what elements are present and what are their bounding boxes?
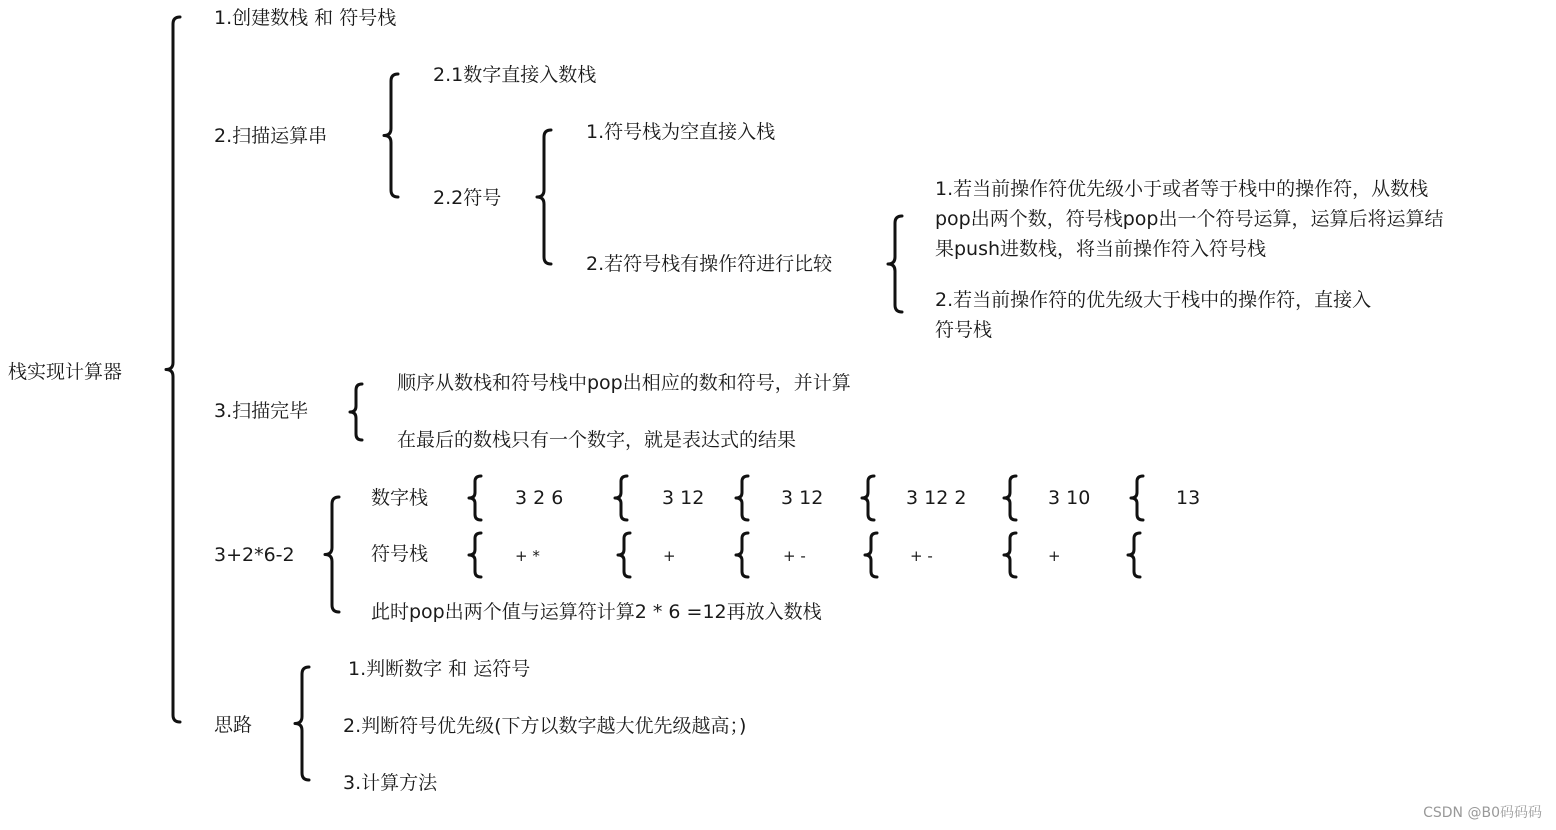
thought-1: 1.判断数字 和 运符号 bbox=[348, 658, 531, 680]
num-brace-6 bbox=[1131, 476, 1143, 520]
op-state-3: + - bbox=[783, 547, 806, 565]
step-3-a: 顺序从数栈和符号栈中pop出相应的数和符号，并计算 bbox=[397, 372, 851, 394]
step-2-2-1: 1.符号栈为空直接入栈 bbox=[586, 121, 776, 143]
num-brace-1 bbox=[469, 476, 481, 520]
example-brace bbox=[325, 497, 339, 612]
num-brace-2 bbox=[615, 476, 627, 520]
step-2-2: 2.2符号 bbox=[433, 187, 502, 209]
example-expression: 3+2*6-2 bbox=[214, 544, 295, 566]
op-brace-6 bbox=[1128, 533, 1140, 577]
step-2-2-2-brace bbox=[888, 216, 902, 312]
thought-2: 2.判断符号优先级(下方以数字越大优先级越高；) bbox=[343, 715, 747, 737]
step-3-b: 在最后的数栈只有一个数字，就是表达式的结果 bbox=[397, 429, 797, 451]
num-brace-3 bbox=[736, 476, 748, 520]
num-state-6: 13 bbox=[1176, 487, 1201, 509]
thought-3: 3.计算方法 bbox=[343, 772, 438, 794]
op-state-5: + bbox=[1048, 547, 1061, 565]
num-state-4: 3 12 2 bbox=[906, 487, 967, 509]
step-2-2-2-a: 1.若当前操作符优先级小于或者等于栈中的操作符，从数栈pop出两个数，符号栈pop出一个符号运算，运算后将运算结果push进数栈，将当前操作符入符号栈 bbox=[935, 178, 1444, 260]
num-state-2: 3 12 bbox=[662, 487, 705, 509]
op-brace-1 bbox=[469, 533, 481, 577]
num-state-5: 3 10 bbox=[1048, 487, 1091, 509]
thoughts-label: 思路 bbox=[214, 714, 253, 736]
step-2-brace bbox=[384, 74, 398, 197]
op-stack-label: 符号栈 bbox=[371, 543, 429, 565]
step-2-2-2: 2.若符号栈有操作符进行比较 bbox=[586, 253, 833, 275]
root-brace bbox=[166, 17, 180, 722]
step-1: 1.创建数栈 和 符号栈 bbox=[214, 7, 397, 29]
num-stack-label: 数字栈 bbox=[371, 487, 429, 509]
step-2: 2.扫描运算串 bbox=[214, 125, 328, 147]
num-state-1: 3 2 6 bbox=[515, 487, 564, 509]
step-2-2-brace bbox=[537, 130, 551, 264]
num-state-3: 3 12 bbox=[781, 487, 824, 509]
op-brace-3 bbox=[736, 533, 748, 577]
step-2-1: 2.1数字直接入数栈 bbox=[433, 64, 597, 86]
root-node: 栈实现计算器 bbox=[8, 361, 123, 383]
example-note: 此时pop出两个值与运算符计算2 * 6 =12再放入数栈 bbox=[371, 601, 822, 623]
thoughts-brace bbox=[295, 667, 309, 780]
op-brace-4 bbox=[865, 533, 877, 577]
op-brace-2 bbox=[618, 533, 630, 577]
step-3: 3.扫描完毕 bbox=[214, 400, 309, 422]
watermark: CSDN @B0码码码 bbox=[1423, 805, 1542, 821]
op-state-2: + bbox=[663, 547, 676, 565]
step-2-2-2-b: 2.若当前操作符的优先级大于栈中的操作符，直接入符号栈 bbox=[935, 289, 1372, 341]
op-state-1: + * bbox=[515, 547, 540, 565]
step-3-brace bbox=[350, 384, 362, 440]
op-state-4: + - bbox=[910, 547, 933, 565]
num-brace-4 bbox=[862, 476, 874, 520]
op-brace-5 bbox=[1004, 533, 1016, 577]
num-brace-5 bbox=[1004, 476, 1016, 520]
